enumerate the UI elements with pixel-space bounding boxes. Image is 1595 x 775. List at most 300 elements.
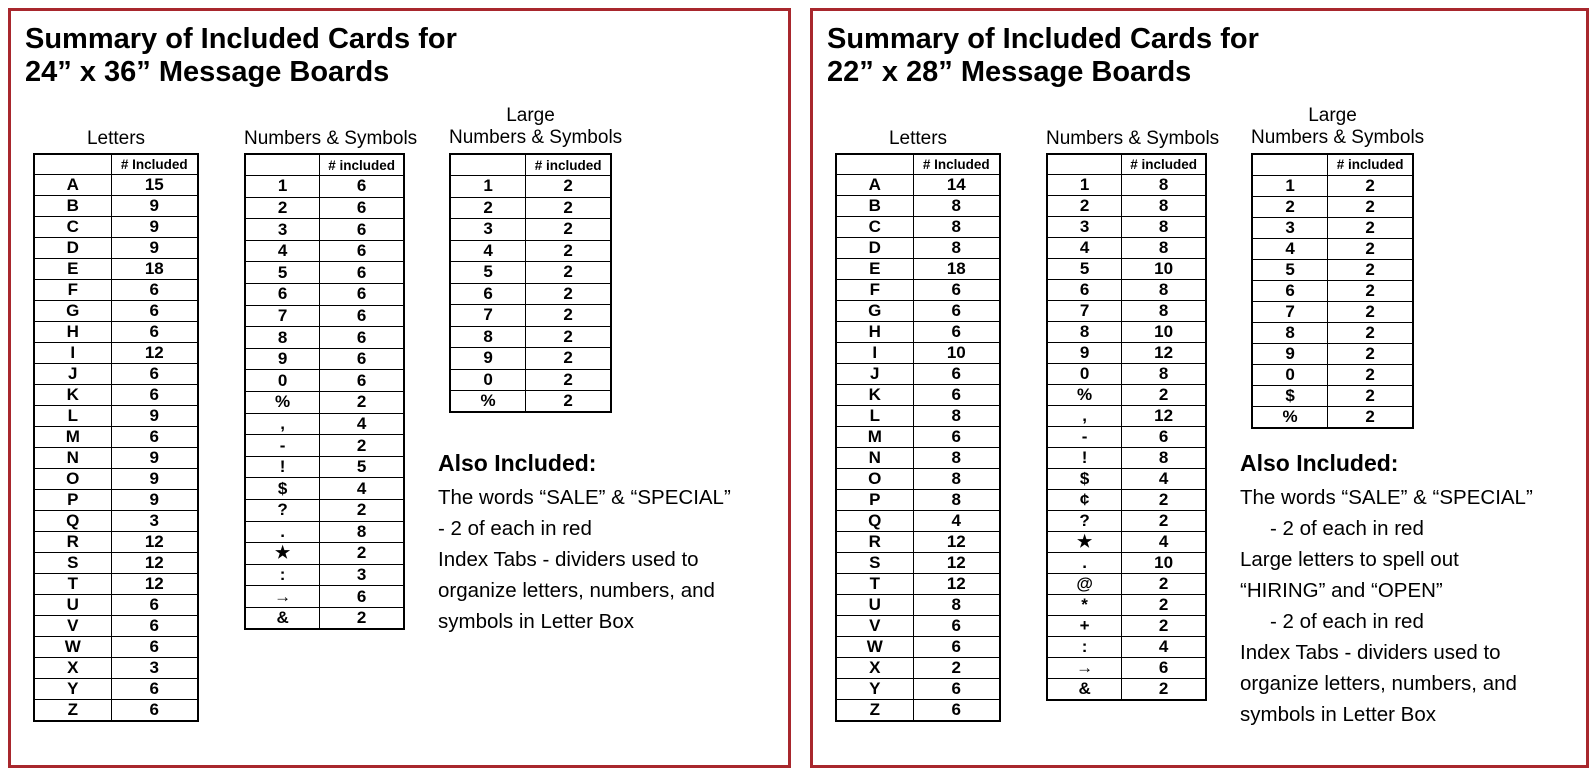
table-cell: & (1047, 679, 1122, 701)
table-cell: 12 (913, 553, 1000, 574)
table-cell: 6 (111, 637, 198, 658)
table-cell: H (836, 322, 913, 343)
table-cell: 4 (1252, 238, 1328, 259)
table-row (34, 511, 198, 532)
table-cell: 6 (913, 637, 1000, 658)
also-included-line: The words “SALE” & “SPECIAL” (1240, 486, 1533, 509)
table-cell: 2 (526, 283, 611, 305)
table-row (836, 217, 1000, 238)
table-cell: D (34, 238, 111, 259)
table-cell: 8 (1122, 280, 1206, 301)
table-cell: 2 (1328, 217, 1413, 238)
table-row (34, 700, 198, 722)
table-cell: % (1047, 385, 1122, 406)
also-included-line: The words “SALE” & “SPECIAL” (438, 486, 731, 509)
table-cell: T (34, 574, 111, 595)
table-cell: 2 (450, 197, 526, 219)
table-cell: K (34, 385, 111, 406)
table-cell: 6 (111, 616, 198, 637)
table-cell: 6 (111, 301, 198, 322)
table-row (836, 406, 1000, 427)
numbers-symbols-table (244, 153, 405, 630)
table-row (245, 284, 404, 306)
table-cell: 3 (1047, 217, 1122, 238)
table-cell: 6 (1047, 280, 1122, 301)
empty-header-cell (1047, 154, 1122, 175)
table-cell: J (836, 364, 913, 385)
also-included-line: symbols in Letter Box (1240, 703, 1436, 726)
table-cell: 12 (913, 532, 1000, 553)
table-cell: 2 (320, 392, 404, 414)
table-row (450, 369, 611, 391)
table-cell: 3 (450, 219, 526, 241)
table-cell: 10 (913, 343, 1000, 364)
table-cell: Z (34, 700, 111, 722)
table-row (450, 219, 611, 241)
table-cell: : (245, 564, 320, 586)
table-row (836, 469, 1000, 490)
table-cell: Z (836, 700, 913, 722)
table-cell: 2 (1328, 364, 1413, 385)
table-cell: 12 (1122, 406, 1206, 427)
table-row (836, 574, 1000, 595)
table-row (836, 595, 1000, 616)
table-cell: 2 (1047, 196, 1122, 217)
table-cell: 8 (1252, 322, 1328, 343)
table-row (450, 326, 611, 348)
summary-panel-24x36 (8, 8, 791, 768)
table-row (836, 700, 1000, 722)
table-row (1047, 280, 1206, 301)
table-cell: E (34, 259, 111, 280)
table-row (450, 197, 611, 219)
table-cell: 2 (1328, 385, 1413, 406)
table-row (34, 574, 198, 595)
table-row (1047, 217, 1206, 238)
table-row (34, 175, 198, 196)
table-cell: 4 (245, 240, 320, 262)
also-included-heading: Also Included: (438, 450, 597, 476)
table-row (1047, 301, 1206, 322)
table-row (245, 500, 404, 522)
table-cell: 3 (111, 658, 198, 679)
table-row (1047, 469, 1206, 490)
table-cell: Q (836, 511, 913, 532)
table-header-row (836, 154, 1000, 175)
table-cell: 8 (913, 595, 1000, 616)
table-cell: 7 (1047, 301, 1122, 322)
table-cell: 2 (320, 435, 404, 457)
table-row (836, 637, 1000, 658)
table-cell: , (1047, 406, 1122, 427)
panel-title-line2: 24” x 36” Message Boards (25, 56, 390, 88)
table-cell: 2 (1122, 574, 1206, 595)
table-row (34, 553, 198, 574)
letters-table (835, 153, 1001, 722)
table-cell: G (34, 301, 111, 322)
table-row (34, 280, 198, 301)
table-row (1047, 448, 1206, 469)
table-cell: 9 (1252, 343, 1328, 364)
table-cell: 2 (526, 219, 611, 241)
table-cell: 4 (320, 478, 404, 500)
table-row (34, 385, 198, 406)
also-included-line: - 2 of each in red (438, 517, 592, 540)
table-cell: 6 (111, 700, 198, 722)
table-cell: R (34, 532, 111, 553)
table-cell: ★ (1047, 532, 1122, 553)
table-header-row (450, 154, 611, 176)
table-cell: L (836, 406, 913, 427)
table-cell: O (34, 469, 111, 490)
table-row (1252, 364, 1413, 385)
table-cell: V (836, 616, 913, 637)
table-cell: 9 (111, 406, 198, 427)
large-heading-line2: Numbers & Symbols (1251, 127, 1425, 148)
table-cell: % (450, 391, 526, 413)
table-cell: 2 (526, 391, 611, 413)
table-cell: 12 (111, 343, 198, 364)
included-header-cell: # included (526, 154, 611, 176)
table-row (245, 176, 404, 198)
table-row (34, 637, 198, 658)
table-cell: 0 (1252, 364, 1328, 385)
table-header-row (34, 154, 198, 175)
table-cell: 2 (1122, 385, 1206, 406)
table-row (836, 238, 1000, 259)
table-cell: 2 (526, 369, 611, 391)
table-cell: N (34, 448, 111, 469)
table-row (34, 322, 198, 343)
large-numbers-symbols-table (1251, 153, 1414, 429)
table-row (245, 305, 404, 327)
table-row (34, 658, 198, 679)
large-numbers-symbols-heading (1251, 105, 1425, 149)
table-cell: 4 (1122, 469, 1206, 490)
table-cell: A (836, 175, 913, 196)
also-included-line: Large letters to spell out (1240, 548, 1459, 571)
table-cell: 2 (1328, 301, 1413, 322)
table-cell: - (1047, 427, 1122, 448)
table-cell: ? (1047, 511, 1122, 532)
table-row (245, 370, 404, 392)
table-row (245, 262, 404, 284)
table-row (836, 385, 1000, 406)
table-row (245, 456, 404, 478)
table-cell: 5 (450, 262, 526, 284)
empty-header-cell (245, 154, 320, 176)
table-row (450, 283, 611, 305)
included-header-cell: # Included (913, 154, 1000, 175)
table-cell: : (1047, 637, 1122, 658)
table-cell: 15 (111, 175, 198, 196)
table-row (34, 448, 198, 469)
large-heading-line1: Large (506, 105, 555, 126)
table-cell: J (34, 364, 111, 385)
summary-panel-22x28 (810, 8, 1589, 768)
empty-header-cell (34, 154, 111, 175)
table-cell: 1 (245, 176, 320, 198)
table-cell: 2 (526, 348, 611, 370)
table-cell: 2 (1328, 280, 1413, 301)
table-cell: 0 (1047, 364, 1122, 385)
table-cell: % (245, 392, 320, 414)
table-row (1252, 406, 1413, 428)
table-cell: 2 (1122, 679, 1206, 701)
table-cell: 7 (245, 305, 320, 327)
table-row (1252, 259, 1413, 280)
table-row (1047, 385, 1206, 406)
table-cell: 10 (1122, 553, 1206, 574)
table-cell: 6 (111, 595, 198, 616)
table-cell: 1 (1047, 175, 1122, 196)
table-cell: → (1047, 658, 1122, 679)
table-cell: 7 (1252, 301, 1328, 322)
table-cell: D (836, 238, 913, 259)
table-cell: 2 (526, 262, 611, 284)
table-row (1047, 637, 1206, 658)
table-cell: V (34, 616, 111, 637)
table-row (34, 679, 198, 700)
table-cell: 2 (1328, 259, 1413, 280)
table-cell: 6 (913, 322, 1000, 343)
table-cell: 9 (111, 448, 198, 469)
table-row (245, 392, 404, 414)
table-cell: . (1047, 553, 1122, 574)
numbers-symbols-heading: Numbers & Symbols (1046, 128, 1220, 149)
table-row (34, 343, 198, 364)
table-row (34, 406, 198, 427)
table-cell: 8 (1122, 448, 1206, 469)
table-cell: G (836, 301, 913, 322)
table-cell: 6 (913, 616, 1000, 637)
table-row (245, 219, 404, 241)
table-cell: 6 (450, 283, 526, 305)
table-cell: 3 (111, 511, 198, 532)
table-row (245, 607, 404, 629)
table-cell: 2 (1328, 343, 1413, 364)
table-cell: 12 (1122, 343, 1206, 364)
table-cell: S (836, 553, 913, 574)
panel-title-line2: 22” x 28” Message Boards (827, 56, 1192, 88)
table-row (34, 469, 198, 490)
table-cell: 5 (1047, 259, 1122, 280)
table-row (1047, 574, 1206, 595)
also-included-line: symbols in Letter Box (438, 610, 634, 633)
table-cell: 18 (913, 259, 1000, 280)
table-cell: 6 (1122, 658, 1206, 679)
numbers-symbols-table (1046, 153, 1207, 701)
also-included-line: - 2 of each in red (1270, 517, 1424, 540)
table-cell: 10 (1122, 322, 1206, 343)
table-row (34, 196, 198, 217)
table-cell: 6 (111, 364, 198, 385)
table-row (836, 343, 1000, 364)
table-cell: Q (34, 511, 111, 532)
table-cell: 2 (1328, 322, 1413, 343)
table-cell: 6 (913, 679, 1000, 700)
table-cell: $ (1047, 469, 1122, 490)
table-cell: 6 (913, 700, 1000, 722)
large-numbers-symbols-heading (449, 105, 623, 149)
table-cell: 2 (1122, 490, 1206, 511)
table-cell: E (836, 259, 913, 280)
table-cell: A (34, 175, 111, 196)
table-cell: 2 (1252, 196, 1328, 217)
table-cell: S (34, 553, 111, 574)
table-cell: 8 (1122, 364, 1206, 385)
table-row (245, 413, 404, 435)
table-row (450, 391, 611, 413)
table-row (836, 490, 1000, 511)
table-row (1252, 301, 1413, 322)
table-cell: L (34, 406, 111, 427)
table-row (1047, 616, 1206, 637)
table-row (245, 197, 404, 219)
table-cell: 2 (1122, 616, 1206, 637)
table-cell: 8 (320, 521, 404, 543)
table-cell: Y (836, 679, 913, 700)
table-cell: - (245, 435, 320, 457)
table-row (34, 364, 198, 385)
table-row (34, 490, 198, 511)
also-included-line: organize letters, numbers, and (438, 579, 715, 602)
numbers-symbols-heading: Numbers & Symbols (244, 128, 418, 149)
table-cell: ★ (245, 543, 320, 565)
table-row (34, 217, 198, 238)
table-cell: 5 (1252, 259, 1328, 280)
table-row (34, 259, 198, 280)
table-cell: 6 (320, 240, 404, 262)
table-cell: Y (34, 679, 111, 700)
table-row (450, 262, 611, 284)
table-row (836, 448, 1000, 469)
table-cell: 8 (245, 327, 320, 349)
table-cell: 2 (526, 326, 611, 348)
table-cell: . (245, 521, 320, 543)
included-header-cell: # included (1122, 154, 1206, 175)
table-row (836, 532, 1000, 553)
table-cell: C (836, 217, 913, 238)
table-cell: ¢ (1047, 490, 1122, 511)
table-row (1252, 280, 1413, 301)
included-header-cell: # included (1328, 154, 1413, 175)
table-cell: 4 (450, 240, 526, 262)
table-row (245, 586, 404, 608)
table-cell: 8 (913, 406, 1000, 427)
table-row (1047, 196, 1206, 217)
table-cell: 9 (1047, 343, 1122, 364)
table-cell: 6 (111, 322, 198, 343)
table-row (1047, 679, 1206, 701)
table-cell: 6 (245, 284, 320, 306)
table-row (1252, 238, 1413, 259)
letters-table (33, 153, 199, 722)
table-row (1047, 595, 1206, 616)
table-header-row (1252, 154, 1413, 175)
also-included-section (1240, 448, 1590, 730)
table-cell: 9 (111, 238, 198, 259)
table-cell: 6 (320, 327, 404, 349)
table-cell: 2 (1328, 406, 1413, 428)
table-cell: H (34, 322, 111, 343)
table-row (836, 196, 1000, 217)
table-cell: X (836, 658, 913, 679)
table-cell: M (34, 427, 111, 448)
also-included-line: “HIRING” and “OPEN” (1240, 579, 1443, 602)
table-row (1252, 196, 1413, 217)
table-cell: 4 (1047, 238, 1122, 259)
table-row (34, 238, 198, 259)
table-row (836, 175, 1000, 196)
table-row (1047, 427, 1206, 448)
table-row (836, 553, 1000, 574)
table-cell: F (836, 280, 913, 301)
table-cell: 6 (320, 176, 404, 198)
table-cell: 6 (111, 385, 198, 406)
table-cell: 6 (913, 301, 1000, 322)
included-header-cell: # included (320, 154, 404, 176)
table-cell: 1 (450, 176, 526, 198)
table-cell: 8 (913, 217, 1000, 238)
table-row (34, 595, 198, 616)
table-cell: 9 (111, 217, 198, 238)
table-row (1252, 322, 1413, 343)
included-header-cell: # Included (111, 154, 198, 175)
table-cell: 6 (320, 305, 404, 327)
table-cell: 6 (1252, 280, 1328, 301)
table-cell: ! (1047, 448, 1122, 469)
table-cell: 2 (320, 500, 404, 522)
table-cell: 9 (245, 348, 320, 370)
table-cell: 6 (320, 348, 404, 370)
table-cell: U (836, 595, 913, 616)
table-cell: 3 (320, 564, 404, 586)
table-row (1047, 322, 1206, 343)
table-row (1047, 532, 1206, 553)
also-included-heading: Also Included: (1240, 450, 1399, 476)
table-cell: 8 (1047, 322, 1122, 343)
table-cell: $ (245, 478, 320, 500)
panel-title-line1: Summary of Included Cards for (25, 23, 457, 55)
table-row (836, 301, 1000, 322)
table-cell: 2 (1122, 595, 1206, 616)
table-cell: C (34, 217, 111, 238)
table-row (245, 521, 404, 543)
panel-title (827, 23, 1259, 89)
table-row (34, 301, 198, 322)
table-cell: 2 (526, 176, 611, 198)
table-cell: 12 (111, 574, 198, 595)
table-header-row (245, 154, 404, 176)
table-cell: 2 (1328, 196, 1413, 217)
table-cell: 2 (245, 197, 320, 219)
table-row (1252, 385, 1413, 406)
also-included-section (438, 448, 788, 637)
table-row (1252, 175, 1413, 196)
table-cell: I (34, 343, 111, 364)
table-row (1047, 406, 1206, 427)
table-cell: T (836, 574, 913, 595)
table-row (245, 240, 404, 262)
table-cell: ! (245, 456, 320, 478)
table-cell: P (836, 490, 913, 511)
table-cell: 4 (913, 511, 1000, 532)
table-cell: 8 (913, 448, 1000, 469)
table-row (836, 511, 1000, 532)
table-cell: → (245, 586, 320, 608)
table-cell: 6 (320, 262, 404, 284)
